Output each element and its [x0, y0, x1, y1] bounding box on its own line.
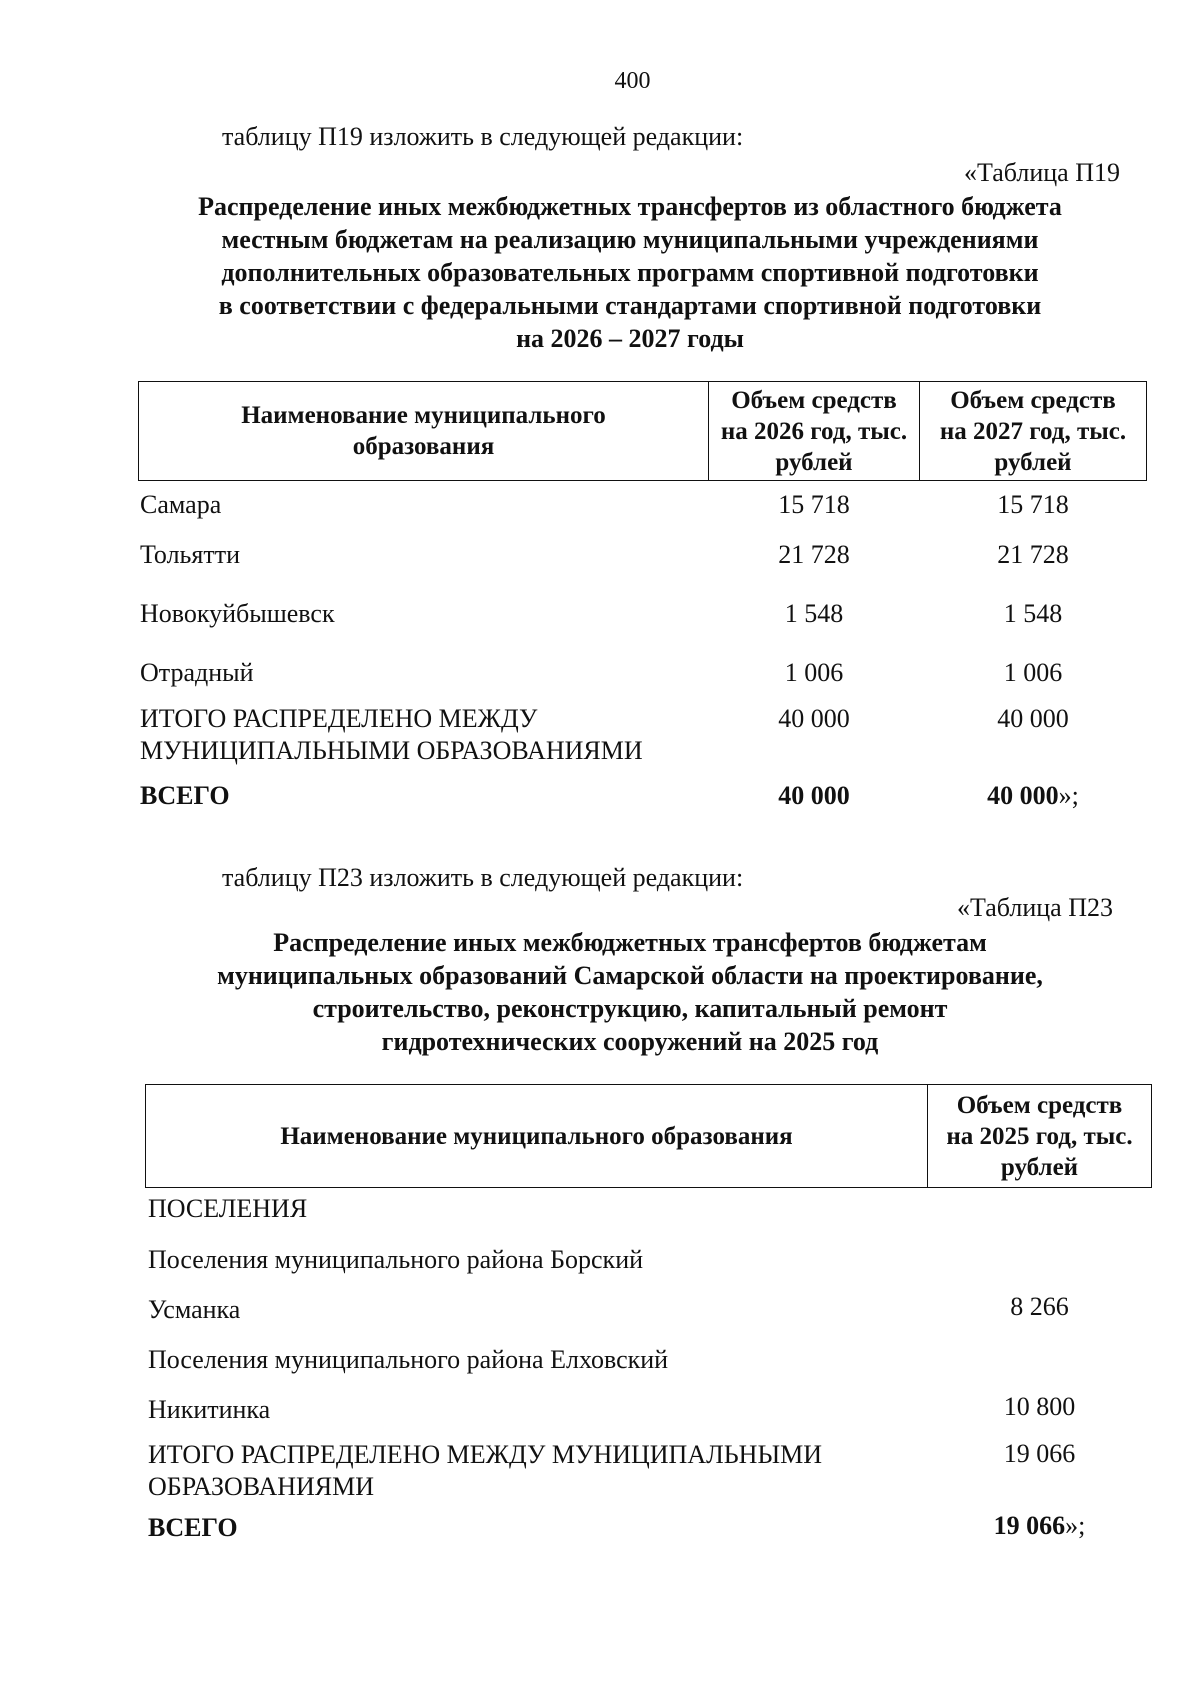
- section1-title-line: в соответствии с федеральными стандартами спортивной подготовки: [218, 291, 1042, 320]
- table1-subtotal-2027: 40 000: [997, 704, 1069, 733]
- section1-intro: таблицу П19 изложить в следующей редакции:: [222, 122, 744, 151]
- table1-row-name: Отрадный: [140, 658, 254, 687]
- table1-row-name: Тольятти: [140, 540, 241, 569]
- section1-title-line: на 2026 – 2027 годы: [516, 324, 744, 353]
- table1-row-name: Самара: [140, 490, 222, 519]
- section1-title-line: дополнительных образовательных программ спортивной подготовки: [221, 258, 1039, 287]
- table2-row-name: ПОСЕЛЕНИЯ: [148, 1194, 308, 1223]
- page-number: 400: [614, 68, 651, 94]
- table1-row-2027: 15 718: [997, 490, 1069, 519]
- table2-subtotal-2025: 19 066: [1003, 1439, 1076, 1468]
- table2-header-name: Наименование муниципального образования: [145, 1084, 928, 1188]
- section2-table-label: «Таблица П23: [957, 893, 1113, 922]
- table1-row-2026: 21 728: [778, 540, 850, 569]
- section2-title: [130, 926, 1130, 1058]
- table2-row-2025: 10 800: [1003, 1392, 1076, 1421]
- section2-title-line: строительство, реконструкцию, капитальный ремонт: [312, 994, 948, 1023]
- table1-total-2027-value: 40 000: [987, 781, 1059, 810]
- table2-total-2025-value: 19 066: [993, 1511, 1066, 1540]
- table1-row-2026: 15 718: [778, 490, 850, 519]
- section2-title-line: муниципальных образований Самарской области на проектирование,: [217, 961, 1043, 990]
- table1-subtotal-name-line2: МУНИЦИПАЛЬНЫМИ ОБРАЗОВАНИЯМИ: [140, 736, 643, 765]
- table1-row-name: Новокуйбышевск: [140, 599, 335, 628]
- table1-row-2027: 1 006: [1003, 658, 1063, 687]
- section1-title-line: местным бюджетам на реализацию муниципальными учреждениями: [221, 225, 1039, 254]
- table2-subtotal-name-line1: ИТОГО РАСПРЕДЕЛЕНО МЕЖДУ МУНИЦИПАЛЬНЫМИ: [148, 1440, 823, 1469]
- table1-total-suffix: »;: [1058, 781, 1079, 810]
- table2-subtotal-name-line2: ОБРАЗОВАНИЯМИ: [148, 1472, 375, 1501]
- table1-total-2027: [919, 780, 1147, 812]
- section2-intro: таблицу П23 изложить в следующей редакции:: [222, 863, 744, 892]
- table2-total-name: ВСЕГО: [148, 1513, 238, 1542]
- table1-header-2027: Объем средств на 2027 год, тыс. рублей: [919, 381, 1147, 481]
- table2-row-2025: 8 266: [1010, 1292, 1069, 1321]
- table1-row-2027: 21 728: [997, 540, 1069, 569]
- table2-row-name: Усманка: [148, 1295, 241, 1324]
- section2-title-line: Распределение иных межбюджетных трансфертов бюджетам: [273, 928, 987, 957]
- table1-header-name: Наименование муниципального образования: [138, 381, 709, 481]
- section1-table-label: «Таблица П19: [964, 158, 1120, 187]
- table1-subtotal-2026: 40 000: [778, 704, 850, 733]
- section2-title-line: гидротехнических сооружений на 2025 год: [381, 1027, 879, 1056]
- section1-title-line: Распределение иных межбюджетных трансфертов из областного бюджета: [198, 192, 1062, 221]
- table1-row-2027: 1 548: [1003, 599, 1063, 628]
- table2-row-name: Поселения муниципального района Борский: [148, 1245, 644, 1274]
- table1-subtotal-name-line1: ИТОГО РАСПРЕДЕЛЕНО МЕЖДУ: [140, 704, 538, 733]
- table2-row-name: Поселения муниципального района Елховский: [148, 1345, 669, 1374]
- table1-row-2026: 1 006: [784, 658, 844, 687]
- section1-title: [130, 190, 1130, 355]
- table1-total-name: ВСЕГО: [140, 781, 230, 810]
- table2-total-suffix: »;: [1065, 1511, 1086, 1540]
- table2-total-2025: [927, 1510, 1152, 1542]
- table2-header-2025: Объем средств на 2025 год, тыс. рублей: [927, 1084, 1152, 1188]
- table1-header-2026: Объем средств на 2026 год, тыс. рублей: [708, 381, 920, 481]
- table2-row-name: Никитинка: [148, 1395, 271, 1424]
- table1-total-2026: 40 000: [778, 781, 850, 810]
- table1-row-2026: 1 548: [784, 599, 844, 628]
